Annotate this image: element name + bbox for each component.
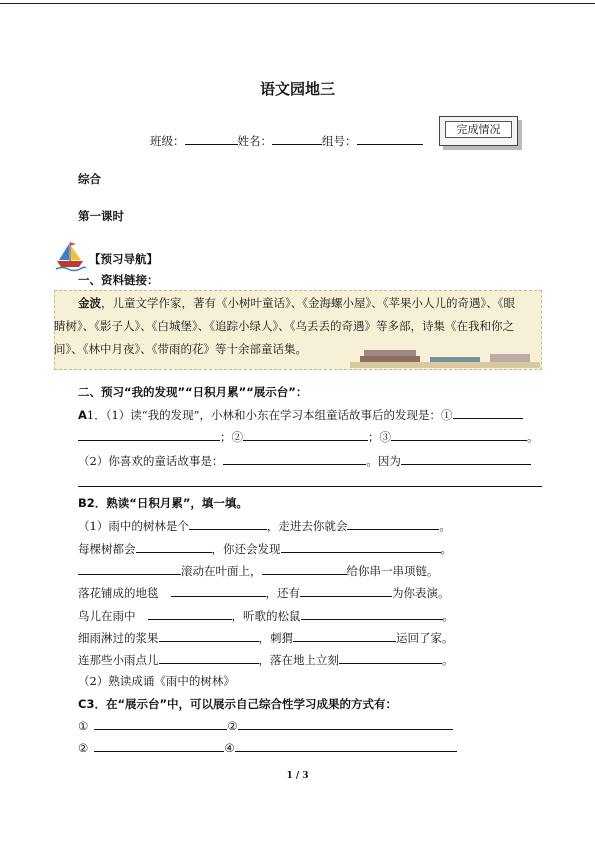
a2-blank-reason[interactable] bbox=[401, 453, 531, 465]
class-label: 班级： bbox=[150, 134, 185, 148]
page-title: 语文园地三 bbox=[259, 80, 335, 98]
question-a2: （2）你喜欢的童话故事是： 。因为 bbox=[78, 453, 531, 468]
preview-nav-heading: 【预习导航】 bbox=[89, 252, 158, 266]
b2-line-6: 细雨淋过的浆果 ，刺猬 运回了家。 bbox=[78, 631, 454, 645]
c3-blank[interactable] bbox=[235, 740, 457, 752]
a2-answer-line[interactable] bbox=[78, 486, 542, 487]
c3-line-2: ② ④ bbox=[78, 740, 457, 755]
b2-blank[interactable] bbox=[347, 518, 439, 530]
b2-line-4: 落花铺成的地毯 ，还有 为你表演。 bbox=[78, 586, 450, 600]
b2-blank[interactable] bbox=[281, 541, 441, 553]
group-blank[interactable] bbox=[357, 133, 423, 145]
b2-blank[interactable] bbox=[148, 608, 232, 620]
b2-line-5: 鸟儿在雨中 ，听歌的松鼠 。 bbox=[78, 609, 454, 623]
box-line-2: 睛树》、《影子人》、《白城堡》、《追踪小绿人》、《乌丢丢的奇遇》等多部，诗集《在我和你之 bbox=[54, 319, 514, 333]
c3-line-1: ① ② bbox=[78, 718, 453, 733]
b2-line-8: （2）熟读成诵《雨中的树林》 bbox=[78, 674, 235, 688]
header-rule bbox=[0, 3, 595, 4]
b2-blank[interactable] bbox=[293, 630, 396, 642]
b2-blank[interactable] bbox=[159, 652, 259, 664]
c3-blank[interactable] bbox=[94, 740, 224, 752]
b2-blank[interactable] bbox=[78, 563, 181, 575]
lesson-heading: 第一课时 bbox=[78, 209, 124, 223]
a1-blank-3[interactable] bbox=[391, 429, 527, 441]
b2-blank[interactable] bbox=[301, 608, 443, 620]
b2-line-3: 滚动在叶面上， 给你串一串项链。 bbox=[78, 563, 439, 578]
box-line-3: 间》、《林中月夜》、《带雨的花》等十余部童话集。 bbox=[54, 342, 307, 356]
class-blank[interactable] bbox=[185, 133, 238, 145]
author-name: 金波 bbox=[78, 296, 101, 310]
page-number: 1 / 3 bbox=[286, 771, 309, 781]
part2-heading: 二、预习“我的发现”“日积月累”“展示台”： bbox=[78, 385, 308, 399]
b2-blank[interactable] bbox=[262, 563, 347, 575]
box-line-1: 金波，儿童文学作家，著有《小树叶童话》、《金海螺小屋》、《苹果小人儿的奇遇》、《眼 bbox=[78, 296, 515, 310]
b2-blank[interactable] bbox=[136, 541, 212, 553]
a1-blank-1b[interactable] bbox=[78, 429, 220, 441]
b2-blank[interactable] bbox=[339, 652, 442, 664]
question-b2-heading: B2．熟读“日积月累”，填一填。 bbox=[78, 496, 248, 510]
books-illustration bbox=[350, 346, 540, 368]
a1-blank-1[interactable] bbox=[453, 407, 523, 419]
section-heading: 综合 bbox=[78, 172, 101, 186]
a2-blank-story[interactable] bbox=[223, 453, 366, 465]
question-a1: A1．（1）读“我的发现”，小林和小东在学习本组童话故事后的发现是：① bbox=[78, 407, 523, 422]
b2-line-2: 每棵树都会 ，你还会发现 。 bbox=[78, 542, 452, 556]
c3-blank[interactable] bbox=[238, 718, 453, 730]
b2-blank[interactable] bbox=[189, 518, 267, 530]
b2-blank[interactable] bbox=[159, 630, 259, 642]
question-a1-cont: ；② ；③ 。 bbox=[78, 429, 539, 444]
completion-status-box bbox=[439, 116, 518, 146]
part1-heading: 一、资料链接： bbox=[78, 273, 159, 287]
c3-blank[interactable] bbox=[94, 718, 227, 730]
question-c3-heading: C3．在“展示台”中，可以展示自己综合性学习成果的方式有： bbox=[78, 697, 398, 711]
b2-line-7: 连那些小雨点儿 ，落在地上立刻 。 bbox=[78, 653, 454, 667]
completion-status-label: 完成情况 bbox=[445, 121, 512, 138]
student-info-line bbox=[150, 133, 423, 148]
ship-icon bbox=[54, 240, 86, 272]
b2-line-1: （1）雨中的树林是个 ，走进去你就会 。 bbox=[78, 519, 451, 533]
group-label: 组号： bbox=[322, 134, 357, 148]
a1-blank-2[interactable] bbox=[243, 429, 368, 441]
name-label: 姓名： bbox=[237, 134, 272, 148]
b2-blank[interactable] bbox=[300, 585, 392, 597]
name-blank[interactable] bbox=[272, 133, 322, 145]
b2-blank[interactable] bbox=[171, 585, 266, 597]
